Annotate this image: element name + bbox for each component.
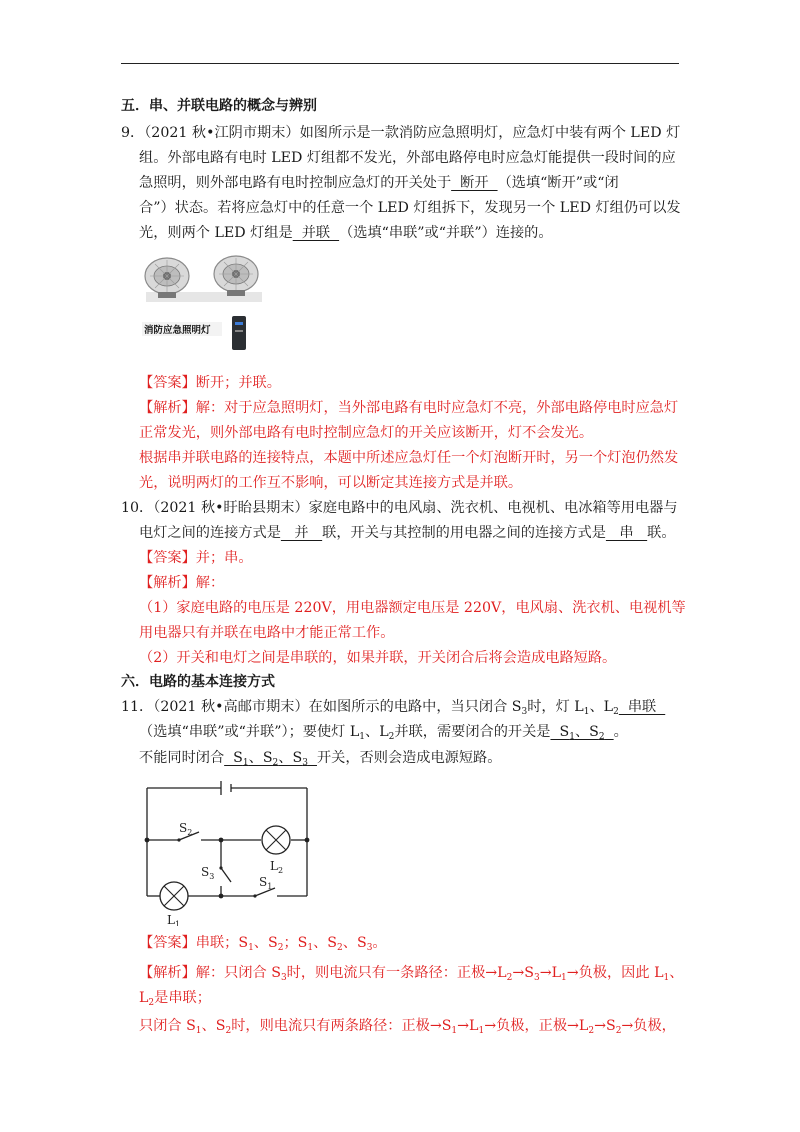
label-l2: $L_2$ <box>270 859 284 875</box>
q9-line-2: 组。外部电路有电时 LED 灯组都不发光，外部电路停电时应急灯能提供一段时间的应 <box>139 150 676 166</box>
label-s2: $S_2$ <box>179 821 193 837</box>
analysis-tag: 【解析】 <box>139 965 196 981</box>
q10-analysis-1: （1）家庭电路的电压是 220V，用电器额定电压是 220V，电风扇、洗衣机、电视机等 <box>139 600 686 616</box>
q10-analysis-3: （2）开关和电灯之间是串联的，如果并联，开关闭合后将会造成电路短路。 <box>139 650 617 666</box>
q9-analysis-1: 【解析】解：对于应急照明灯，当外部电路有电时应急灯不亮，外部电路停电时应急灯 <box>139 400 679 416</box>
q9-line-1: 9．（2021 秋•江阴市期末）如图所示是一款消防应急照明灯，应急灯中装有两个 LED 灯 <box>121 125 681 141</box>
q9-answer: 【答案】断开；并联。 <box>139 375 281 391</box>
q10-blank-2: 串 <box>605 525 648 541</box>
section-heading-6: 六．电路的基本连接方式 <box>121 674 275 690</box>
q9-line-3: 急照明，则外部电路有电时控制应急灯的开关处于 断开 （选填“断开”或“闭 <box>139 175 619 191</box>
q11-analysis-2: $L_2$是串联； <box>139 990 211 1008</box>
emergency-light-photo <box>140 252 268 364</box>
q10-answer: 【答案】并；串。 <box>139 550 253 566</box>
label-s3: $S_3$ <box>201 865 215 881</box>
q9-line-4: 合”）状态。若将应急灯中的任意一个 LED 灯组拆下，发现另一个 LED 灯组仍可以发 <box>139 200 681 216</box>
analysis-tag: 【解析】 <box>139 400 196 416</box>
q11-line-2: （选填“串联”或“并联”）；要使灯 $L_1$、$L_2$并联，需要闭合的开关是 $S_1$、$S_2$ 。 <box>139 724 628 742</box>
q9-analysis-2: 正常发光，则外部电路有电时控制应急灯的开关应该断开，灯不会发光。 <box>139 425 594 441</box>
analysis-tag: 【解析】 <box>139 575 196 591</box>
q9-blank-1: 断开 <box>451 175 498 191</box>
q9-analysis-3: 根据串并联电路的连接特点，本题中所述应急灯任一个灯泡断开时，另一个灯泡仍然发 <box>139 450 679 466</box>
q11-line-3: 不能同时闭合 $S_1$、$S_2$、$S_3$ 开关，否则会造成电源短路。 <box>139 750 502 768</box>
answer-tag: 【答案】 <box>139 550 196 566</box>
q10-line-1: 10．（2021 秋•盱眙县期末）家庭电路中的电风扇、洗衣机、电视机、电冰箱等用电器与 <box>121 500 678 516</box>
answer-tag: 【答案】 <box>139 935 196 951</box>
q10-analysis-head: 【解析】解： <box>139 575 225 591</box>
q11-analysis-1: 【解析】解：只闭合 $S_3$时，则电流只有一条路径：正极$\to L_2\to S_3\to L_1\to$负极，因此 $L_1$、 <box>139 965 684 983</box>
q10-blank-1: 并 <box>280 525 323 541</box>
q9-analysis-4: 光，说明两灯的工作互不影响，可以断定其连接方式是并联。 <box>139 475 523 491</box>
q9-line-5: 光，则两个 LED 灯组是 并联 （选填“串联”或“并联”）连接的。 <box>139 225 553 241</box>
q11-blank-1: 串联 <box>618 699 666 715</box>
q10-analysis-2: 用电器只有并联在电路中才能正常工作。 <box>139 625 395 641</box>
q11-blank-2: $S_1$、$S_2$ <box>550 724 605 742</box>
circuit-diagram <box>135 776 315 926</box>
q11-answer: 【答案】串联；$S_1$、$S_2$；$S_1$、$S_2$、$S_3$。 <box>139 935 387 953</box>
q9-blank-2: 并联 <box>292 225 340 241</box>
header-rule <box>121 63 679 64</box>
answer-tag: 【答案】 <box>139 375 196 391</box>
label-l1: $L_1$ <box>167 913 181 926</box>
section-heading-5: 五．串、并联电路的概念与辨别 <box>121 98 317 114</box>
q11-blank-3: $S_1$、$S_2$、$S_3$ <box>224 750 308 768</box>
label-s1: $S_1$ <box>259 875 273 891</box>
q10-line-2: 电灯之间的连接方式是 并 联，开关与其控制的用电器之间的连接方式是 串 联。 <box>139 525 676 541</box>
image-caption: 消防应急照明灯 <box>144 325 211 336</box>
q11-analysis-3: 只闭合 $S_1$、$S_2$时，则电流只有两条路径：正极$\to S_1\to L_1\to$负极，正极$\to L_2\to S_2\to$负极， <box>139 1018 676 1036</box>
q11-line-1: 11．（2021 秋•高邮市期末）在如图所示的电路中，当只闭合 $S_3$时，灯 $L_1$、$L_2$ 串联 <box>121 699 666 717</box>
